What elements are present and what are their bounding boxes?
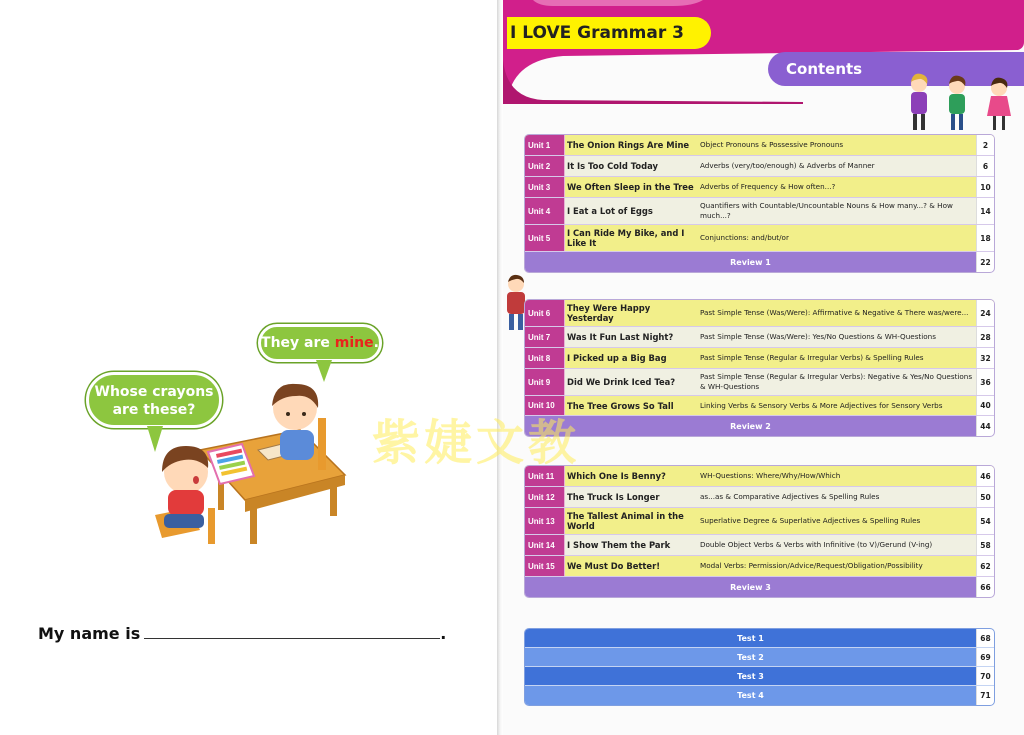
page-number: 24	[976, 300, 994, 326]
unit-title: I Eat a Lot of Eggs	[567, 206, 653, 216]
page-number: 28	[976, 327, 994, 347]
page-number: 70	[976, 667, 994, 685]
unit-label: Unit 8	[525, 348, 565, 368]
page-number: 46	[976, 466, 994, 486]
unit-label: Unit 12	[525, 487, 565, 507]
page-number: 22	[976, 252, 994, 272]
test-row[interactable]	[525, 686, 994, 705]
children-illustration	[895, 72, 1024, 134]
unit-title: The Tree Grows So Tall	[567, 400, 674, 411]
page-number: 2	[976, 135, 994, 155]
toc-section-2	[524, 299, 995, 437]
unit-label: Unit 9	[525, 369, 565, 395]
page-number: 6	[976, 156, 994, 176]
toc-row[interactable]	[525, 396, 994, 416]
review-row[interactable]	[525, 416, 994, 436]
toc-row[interactable]	[525, 535, 994, 556]
toc-row[interactable]	[525, 135, 994, 156]
review-label: Review 2	[730, 421, 771, 431]
unit-title: Which One Is Benny?	[567, 471, 666, 481]
unit-label: Unit 4	[525, 198, 565, 224]
unit-topic: Past Simple Tense (Regular & Irregular Verbs) & Spelling Rules	[700, 353, 924, 362]
page-number: 36	[976, 369, 994, 395]
page-number: 66	[976, 577, 994, 597]
unit-topic: Linking Verbs & Sensory Verbs & More Adjectives for Sensory Verbs	[700, 400, 943, 410]
bubble-line-1: Whose crayons	[94, 384, 214, 400]
test-label: Test 3	[737, 671, 764, 681]
right-page	[503, 0, 1024, 735]
unit-topic: Quantifiers with Countable/Uncountable Nouns & How many...? & How much...?	[700, 201, 953, 220]
page-number: 14	[976, 198, 994, 224]
name-label: My name is	[38, 624, 141, 643]
unit-title: The Truck Is Longer	[567, 492, 660, 502]
toc-row[interactable]	[525, 487, 994, 508]
speech-bubble-they-are-mine	[258, 324, 382, 362]
page-number: 69	[976, 648, 994, 666]
unit-label: Unit 5	[525, 225, 565, 251]
bubble-line-2: are these?	[112, 402, 196, 418]
toc-row[interactable]	[525, 198, 994, 225]
page-number: 44	[976, 416, 994, 436]
kids-at-desk-illustration	[150, 380, 350, 550]
toc-section-3	[524, 465, 995, 598]
unit-topic: Adverbs of Frequency & How often...?	[700, 182, 836, 191]
toc-row[interactable]	[525, 300, 994, 327]
unit-topic: Modal Verbs: Permission/Advice/Request/Obligation/Possibility	[700, 561, 923, 570]
watermark-text: 紫婕文教	[372, 415, 581, 471]
page-number: 18	[976, 225, 994, 251]
page-number: 68	[976, 629, 994, 647]
toc-row[interactable]	[525, 156, 994, 177]
test-row[interactable]	[525, 648, 994, 667]
unit-label: Unit 15	[525, 556, 565, 576]
toc-tests	[524, 628, 995, 706]
unit-topic: as...as & Comparative Adjectives & Spelling Rules	[700, 492, 880, 501]
test-row[interactable]	[525, 667, 994, 686]
toc-row[interactable]	[525, 508, 994, 535]
unit-title: Did We Drink Iced Tea?	[567, 377, 676, 387]
review-row[interactable]	[525, 577, 994, 597]
review-label: Review 3	[730, 582, 771, 592]
unit-topic: Double Object Verbs & Verbs with Infinitive (to V)/Gerund (V-ing)	[700, 540, 933, 549]
unit-label: Unit 3	[525, 177, 565, 197]
name-line	[38, 624, 468, 643]
unit-title: I Show Them the Park	[567, 540, 671, 550]
toc-row[interactable]	[525, 466, 994, 487]
toc-section-1	[524, 134, 995, 273]
contents-heading: Contents	[768, 52, 1024, 86]
book-title: I LOVE Grammar 3	[507, 17, 711, 49]
test-label: Test 4	[737, 691, 764, 700]
toc-row[interactable]	[525, 225, 994, 252]
unit-topic: Past Simple Tense (Regular & Irregular Verbs): Negative & Yes/No Questions & WH-Questions	[700, 372, 973, 391]
unit-label: Unit 11	[525, 466, 565, 486]
unit-topic: Past Simple Tense (Was/Were): Affirmative & Negative & There was/were...	[700, 308, 969, 317]
page-number: 10	[976, 177, 994, 197]
test-row[interactable]	[525, 629, 994, 648]
bubble-tail	[316, 360, 332, 382]
left-page	[0, 0, 498, 735]
unit-label: Unit 1	[525, 135, 565, 155]
name-end: .	[440, 624, 447, 643]
review-label: Review 1	[730, 257, 771, 267]
test-label: Test 2	[737, 652, 764, 662]
unit-topic: Object Pronouns & Possessive Pronouns	[700, 140, 844, 149]
unit-title: Was It Fun Last Night?	[567, 332, 674, 342]
unit-topic: Conjunctions: and/but/or	[700, 233, 789, 242]
unit-title: The Onion Rings Are Mine	[567, 140, 690, 150]
page-number: 50	[976, 487, 994, 507]
test-label: Test 1	[737, 633, 764, 643]
unit-label: Unit 7	[525, 327, 565, 347]
toc-row[interactable]	[525, 369, 994, 396]
page-number: 40	[976, 396, 994, 415]
page-number: 62	[976, 556, 994, 576]
toc-row[interactable]	[525, 327, 994, 348]
unit-label: Unit 13	[525, 508, 565, 534]
toc-row[interactable]	[525, 556, 994, 577]
bubble-text-prefix: They are	[261, 335, 335, 351]
page-number: 58	[976, 535, 994, 555]
unit-label: Unit 6	[525, 300, 565, 326]
toc-row[interactable]	[525, 177, 994, 198]
bubble-text-suffix: .	[373, 335, 379, 351]
unit-title: I Can Ride My Bike, and I Like It	[567, 228, 685, 248]
unit-topic: WH-Questions: Where/Why/How/Which	[700, 471, 841, 480]
unit-title: We Must Do Better!	[567, 561, 661, 571]
page-number: 32	[976, 348, 994, 368]
unit-title: They Were Happy Yesterday	[567, 303, 651, 323]
page-number: 71	[976, 686, 994, 705]
review-row[interactable]	[525, 252, 994, 272]
unit-label: Unit 14	[525, 535, 565, 555]
unit-title: We Often Sleep in the Tree	[567, 182, 694, 192]
toc-row[interactable]	[525, 348, 994, 369]
unit-topic: Superlative Degree & Superlative Adjectives & Spelling Rules	[700, 516, 921, 525]
unit-title: It Is Too Cold Today	[567, 161, 658, 171]
unit-title: The Tallest Animal in the World	[567, 511, 684, 531]
bubble-text-mine: mine	[334, 335, 374, 351]
unit-topic: Past Simple Tense (Was/Were): Yes/No Questions & WH-Questions	[700, 332, 936, 341]
unit-label: Unit 10	[525, 396, 565, 415]
name-blank[interactable]	[144, 638, 440, 639]
unit-label: Unit 2	[525, 156, 565, 176]
page-number: 54	[976, 508, 994, 534]
unit-topic: Adverbs (very/too/enough) & Adverbs of Manner	[700, 161, 875, 170]
unit-title: I Picked up a Big Bag	[567, 353, 667, 363]
